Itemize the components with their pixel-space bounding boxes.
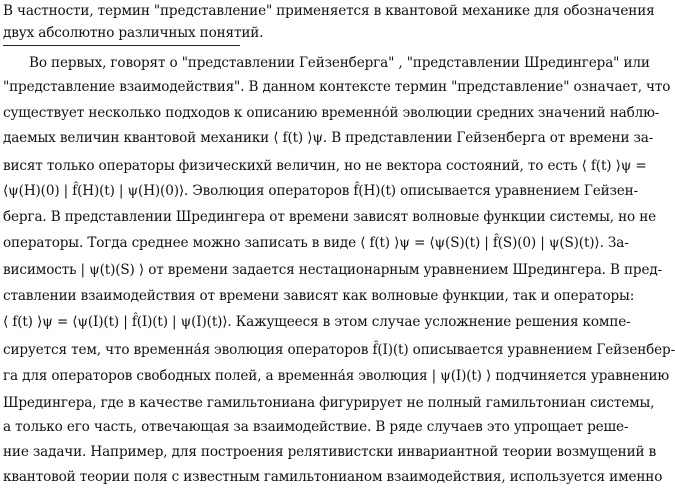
paragraph-line: даемых величин квантовой механики ⟨ f(t) ⟩ψ. В представлении Гейзенберга от времени за- [3, 130, 654, 146]
paragraph-line: квантовой теории поля с известным гамильтонианом взаимодействия, используется именно [3, 469, 663, 485]
paragraph-line: сируется тем, что временна́я эволюция операторов f̂(I)(t) описывается уравнением Гейзенбер- [3, 342, 675, 358]
paragraph-line: существует несколько подходов к описанию временно́й эволюции средних значений наблю- [3, 105, 660, 121]
paragraph-line: висимость | ψ(t)(S) ⟩ от времени задается нестационарным уравнением Шредингера. В пред- [3, 262, 663, 278]
paragraph-line: ние задачи. Например, для построения релятивистски инвариантной теории возмущений в [3, 444, 657, 460]
underline-rule [3, 45, 240, 46]
intro-line-1: В частности, термин "представление" применяется в квантовой механике для обозначения [3, 3, 655, 19]
paragraph-line: Шредингера, где в качестве гамильтониана фигурирует не полный гамильтониан системы, [3, 395, 655, 411]
paragraph-line: Во первых, говорят о "представлении Гейзенберга" , "представлении Шредингера" или [29, 55, 650, 71]
paragraph-line: висят только операторы физическихй величин, но не вектора состояний, то есть ⟨ f(t) ⟩ψ = [3, 158, 647, 174]
intro-line-2: двух абсолютно различных понятий. [3, 25, 264, 41]
paragraph-line: а только его часть, отвечающая за взаимодействие. В ряде случаев это упрощает реше- [3, 419, 629, 435]
paragraph-line: "представление взаимодействия". В данном контексте термин "представление" означает, что [3, 79, 671, 95]
paragraph-line: берга. В представлении Шредингера от времени зависят волновые функции системы, но не [3, 209, 657, 225]
paragraph-line: ⟨ f(t) ⟩ψ = ⟨ψ(I)(t) | f̂(I)(t) | ψ(I)(t)⟩. Кажущееся в этом случае усложнение решения компе- [3, 314, 631, 330]
paragraph-line: ⟨ψ(H)(0) | f̂(H)(t) | ψ(H)(0)⟩. Эволюция операторов f̂(H)(t) описывается уравнением Гейзен- [3, 183, 639, 199]
paragraph-line: га для операторов свободных полей, а временна́я эволюция | ψ(I)(t) ⟩ подчиняется уравнению [3, 368, 670, 384]
paragraph-line: операторы. Тогда среднее можно записать в виде ⟨ f(t) ⟩ψ = ⟨ψ(S)(t) | f̂(S)(0) | ψ(S)(t)⟩. За- [3, 235, 629, 251]
paragraph-line: ставлении взаимодействия от времени зависят как волновые функции, так и операторы: [3, 288, 635, 304]
